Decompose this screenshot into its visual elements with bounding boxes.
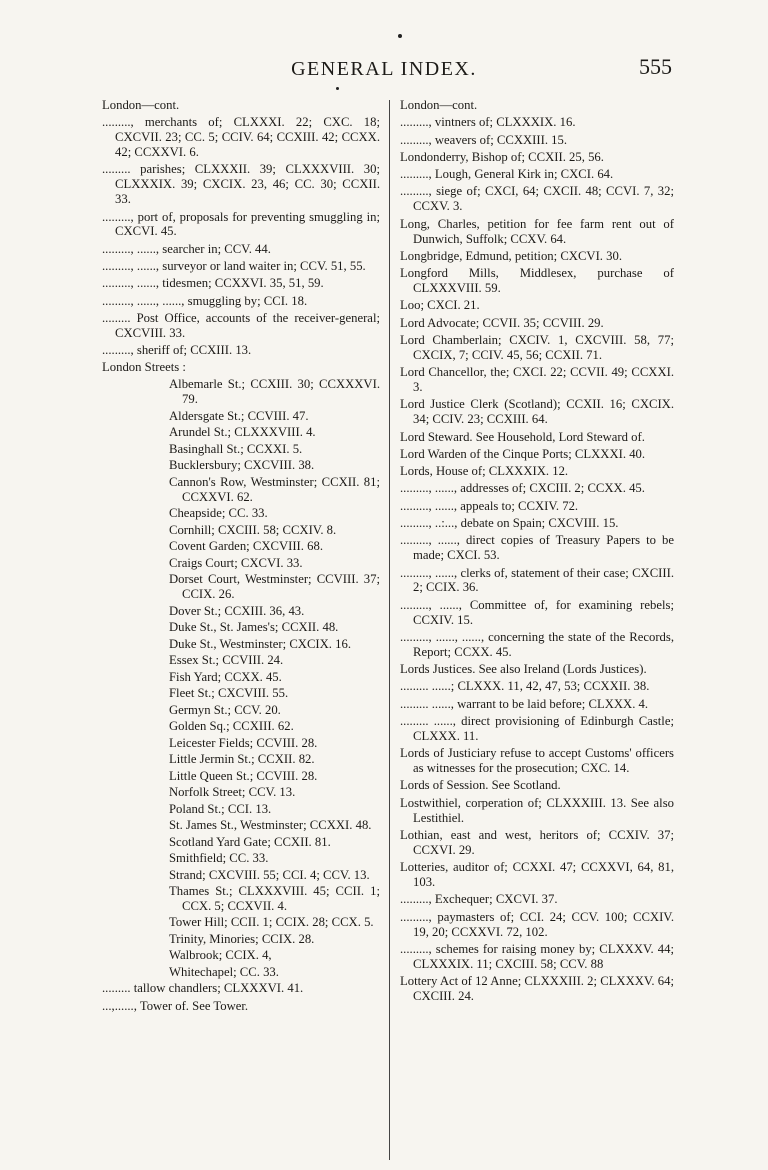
index-entry: ........., siege of; CXCI, 64; CXCII. 48; CCVI. 7, 32; CCXV. 3. — [400, 184, 674, 214]
street-entry: Craigs Court; CXCVI. 33. — [169, 555, 303, 570]
index-entry: Longbridge, Edmund, petition; CXCVI. 30. — [400, 248, 623, 263]
index-entry: London—cont. — [102, 98, 180, 112]
index-entry: Longford Mills, Middlesex, purchase of CLXXXVIII. 59. — [400, 266, 674, 296]
index-entry: Lords of Justiciary refuse to accept Customs' officers as witnesses for the prosecution; CXC. 14. — [400, 746, 674, 776]
street-entry: Norfolk Street; CCV. 13. — [169, 785, 296, 800]
index-entry: ......... tallow chandlers; CLXXXVI. 41. — [102, 981, 304, 996]
street-entry: Essex St.; CCVIII. 24. — [169, 653, 284, 668]
street-entry: Thames St.; CLXXXVIII. 45; CCII. 1; CCX. 5; CCXVII. 4. — [169, 884, 380, 913]
index-entry: ........., ......, tidesmen; CCXXVI. 35, 51, 59. — [102, 276, 324, 291]
street-entry: Walbrook; CCIX. 4, — [169, 948, 272, 963]
street-entry: Germyn St.; CCV. 20. — [169, 702, 281, 717]
street-entry: Golden Sq.; CCXIII. 62. — [169, 719, 294, 734]
street-entry: Dorset Court, Westminster; CCVIII. 37; CCIX. 26. — [169, 572, 380, 602]
index-entry: ........., ......, appeals to; CCXIV. 72. — [400, 498, 579, 513]
index-entry: ........., merchants of; CLXXXI. 22; CXC. 18; CXCVII. 23; CC. 5; CCIV. 64; CCXIII. 42; CCXX. 42; CCXXVI. 6. — [102, 115, 380, 160]
page-header — [0, 52, 768, 88]
street-entry: Strand; CXCVIII. 55; CCI. 4; CCV. 13. — [169, 867, 370, 882]
index-entry: ........., ......, ......, concerning the state of the Records, Report; CCXX. 45. — [400, 629, 674, 659]
index-entry: ........., weavers of; CCXXIII. 15. — [400, 132, 568, 147]
index-entry: Lord Chancellor, the; CXCI. 22; CCVII. 49; CCXXI. 3. — [400, 365, 674, 395]
index-entry: London—cont. — [400, 98, 478, 112]
index-entry: ........., ......, searcher in; CCV. 44. — [102, 241, 271, 256]
index-entry: ........., ......, addresses of; CXCIII. 2; CCXX. 45. — [400, 481, 645, 496]
right-column — [400, 98, 674, 1006]
index-entry: Lord Warden of the Cinque Ports; CLXXXI. 40. — [400, 446, 646, 461]
index-entry: ........., Exchequer; CXCVI. 37. — [400, 892, 558, 907]
index-entry: ......... parishes; CLXXXII. 39; CLXXXVIII. 30; CLXXXIX. 39; CXCIX. 23, 46; CC. 30; CCXII. 33. — [102, 162, 380, 207]
index-entry: Lord Steward. See Household, Lord Steward of. — [400, 429, 645, 444]
street-entry: Leicester Fields; CCVIII. 28. — [169, 735, 318, 750]
index-entry: Lords Justices. See also Ireland (Lords Justices). — [400, 662, 647, 677]
index-heading: London Streets : — [102, 360, 186, 375]
street-entry: Basinghall St.; CCXXI. 5. — [169, 441, 303, 456]
street-entry: Fleet St.; CXCVIII. 55. — [169, 686, 289, 701]
index-entry: Lords of Session. See Scotland. — [400, 778, 561, 793]
index-entry: ........., ......, clerks of, statement of their case; CXCIII. 2; CCIX. 36. — [400, 565, 674, 595]
street-entry: Cannon's Row, Westminster; CCXII. 81; CCXXVI. 62. — [169, 474, 380, 504]
index-entry: Lostwithiel, corperation of; CLXXXIII. 13. See also Lestithiel. — [400, 795, 674, 825]
street-entry: Fish Yard; CCXX. 45. — [169, 669, 282, 684]
index-entry: ........., sheriff of; CCXIII. 13. — [102, 343, 252, 358]
index-entry: Lords, House of; CLXXXIX. 12. — [400, 464, 569, 479]
index-entry: ........., ......, ......, smuggling by; CCI. 18. — [102, 293, 308, 308]
street-entry: Arundel St.; CLXXXVIII. 4. — [169, 425, 316, 440]
street-entry: St. James St., Westminster; CCXXI. 48. — [169, 818, 372, 833]
street-entry: Smithfield; CC. 33. — [169, 851, 269, 866]
index-entry: ........., ......, Committee of, for examining rebels; CCXIV. 15. — [400, 597, 674, 627]
index-entry: ......... Post Office, accounts of the receiver-general; CXCVIII. 33. — [102, 310, 380, 340]
street-entry: Tower Hill; CCII. 1; CCIX. 28; CCX. 5. — [169, 915, 374, 930]
column-divider — [389, 100, 390, 1160]
index-entry: ......... ......, warrant to be laid before; CLXXX. 4. — [400, 696, 649, 711]
index-entry: ........., ......, surveyor or land waiter in; CCV. 51, 55. — [102, 259, 366, 274]
ornament-dot — [398, 34, 402, 38]
index-entry: ......... ......, direct provisioning of Edinburgh Castle; CLXXX. 11. — [400, 714, 674, 743]
page-number: 555 — [639, 54, 672, 79]
index-entry: ...,......, Tower of. See Tower. — [102, 998, 249, 1013]
street-entry: Covent Garden; CXCVIII. 68. — [169, 539, 323, 554]
index-entry: ........., vintners of; CLXXXIX. 16. — [400, 115, 576, 130]
street-entry: Bucklersbury; CXCVIII. 38. — [169, 458, 315, 473]
index-entry: Lotteries, auditor of; CCXXI. 47; CCXXVI, 64, 81, 103. — [400, 860, 674, 890]
street-entry: Scotland Yard Gate; CCXII. 81. — [169, 834, 331, 849]
index-entry: ........., ......, direct copies of Treasury Papers to be made; CXCI. 53. — [400, 533, 674, 563]
street-entry: Poland St.; CCI. 13. — [169, 801, 272, 816]
index-entry: Lothian, east and west, heritors of; CCXIV. 37; CCXVI. 29. — [400, 827, 674, 857]
index-entry: Londonderry, Bishop of; CCXII. 25, 56. — [400, 149, 604, 164]
index-entry: Lord Advocate; CCVII. 35; CCVIII. 29. — [400, 315, 604, 330]
index-entry: ........., Lough, General Kirk in; CXCI. 64. — [400, 167, 614, 182]
index-entry: Loo; CXCI. 21. — [400, 298, 480, 313]
street-entry: Aldersgate St.; CCVIII. 47. — [169, 408, 309, 423]
street-entry: Dover St.; CCXIII. 36, 43. — [169, 603, 305, 618]
index-entry: ........., paymasters of; CCI. 24; CCV. 100; CCXIV. 19, 20; CCXXVI. 72, 102. — [400, 909, 674, 939]
street-entry: Cornhill; CXCIII. 58; CCXIV. 8. — [169, 522, 337, 537]
index-entry: ........., ..:..., debate on Spain; CXCVIII. 15. — [400, 516, 619, 531]
street-entry: Cheapside; CC. 33. — [169, 506, 268, 521]
street-entry: Whitechapel; CC. 33. — [169, 964, 279, 979]
index-entry: Lord Chamberlain; CXCIV. 1, CXCVIII. 58, 77; CXCIX, 7; CCIV. 45, 56; CCXII. 71. — [400, 332, 674, 362]
street-entry: Duke St., St. James's; CCXII. 48. — [169, 620, 339, 635]
index-entry: ........., port of, proposals for preventing smuggling in; CXCVI. 45. — [102, 209, 380, 239]
page-title: GENERAL INDEX. — [291, 58, 477, 80]
street-entry: Duke St., Westminster; CXCIX. 16. — [169, 636, 352, 651]
left-column — [102, 98, 380, 1016]
index-entry: Lottery Act of 12 Anne; CLXXXIII. 2; CLXXXV. 64; CXCIII. 24. — [400, 974, 674, 1003]
index-entry: Long, Charles, petition for fee farm rent out of Dunwich, Suffolk; CCXV. 64. — [400, 216, 674, 246]
index-entry: Lord Justice Clerk (Scotland); CCXII. 16; CXCIX. 34; CCIV. 23; CCXIII. 64. — [400, 397, 674, 427]
street-entry: Little Queen St.; CCVIII. 28. — [169, 768, 318, 783]
street-entry: Trinity, Minories; CCIX. 28. — [169, 931, 315, 946]
index-entry: ........., schemes for raising money by; CLXXXV. 44; CLXXXIX. 11; CXCIII. 58; CCV. 88 — [400, 941, 674, 971]
street-entry: Little Jermin St.; CCXII. 82. — [169, 752, 315, 767]
street-entry: Albemarle St.; CCXIII. 30; CCXXXVI. 79. — [169, 377, 380, 407]
index-entry: ......... ......; CLXXX. 11, 42, 47, 53; CCXXII. 38. — [400, 679, 650, 694]
